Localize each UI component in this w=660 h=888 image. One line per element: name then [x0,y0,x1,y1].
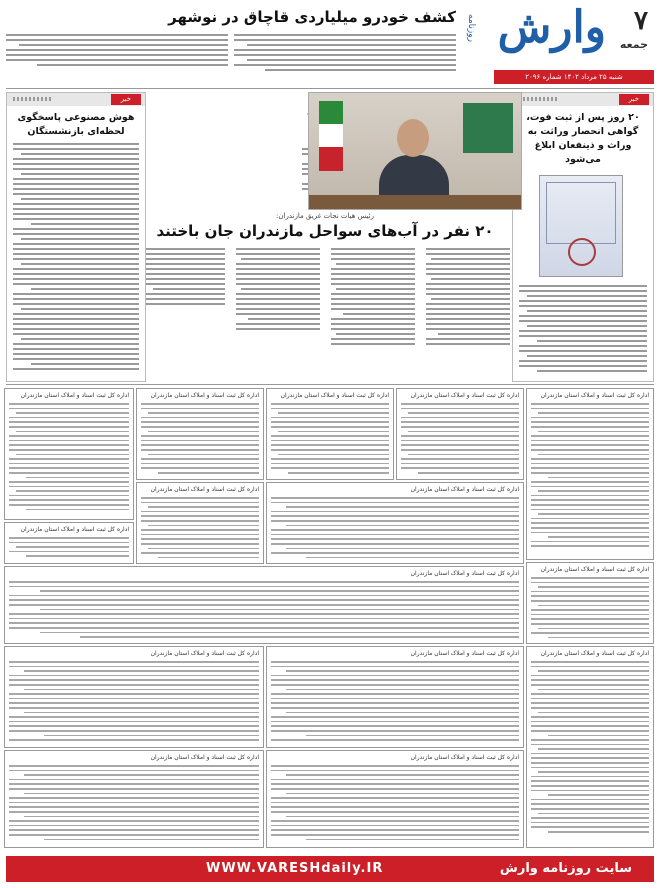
notice-title: اداره کل ثبت اسناد و املاک استان مازندران [410,650,519,657]
seal-icon [568,238,596,266]
notice-box [136,388,264,480]
section-bar [513,93,653,106]
notice-title: اداره کل ثبت اسناد و املاک استان مازندران [280,392,389,399]
news-body [13,143,139,375]
notice-title: اداره کل ثبت اسناد و املاک استان مازندران [410,570,519,577]
notice-box [266,482,524,564]
site-url-link[interactable]: WWW.VARESHdaily.IR [206,861,384,876]
official-photo [308,92,522,210]
news-box-ai [6,92,146,382]
notice-box [266,646,524,748]
divider [6,88,654,89]
footer-label: سایت روزنامه وارش [499,861,632,876]
notice-title: اداره کل ثبت اسناد و املاک استان مازندران [410,754,519,761]
issue-meta: شنبه ۲۵ مرداد ۱۴۰۲ شماره ۲۰۹۶ [494,70,654,84]
notice-title: اداره کل ثبت اسناد و املاک استان مازندران [150,650,259,657]
lead-headline: کشف خودرو میلیاردی قاچاق در نوشهر [168,8,456,26]
notice-box [136,482,264,564]
notice-box [396,388,524,480]
notice-box [526,562,654,644]
news-title: ۲۰ روز پس از ثبت فوت، گواهی انحصار وراثت به وراث و ذینفعان ابلاغ می‌شود [526,112,640,165]
logo-small-text: روزنامه [466,14,476,42]
notice-box [4,522,134,564]
news-box-inheritance [512,92,654,382]
notice-box [4,388,134,520]
masthead [6,4,654,84]
section-tag: خبر [111,94,141,105]
notice-title: اداره کل ثبت اسناد و املاک استان مازندران [150,486,259,493]
notice-title: اداره کل ثبت اسناد و املاک استان مازندران [540,650,649,657]
notice-box [266,388,394,480]
logo-text: وارش [497,2,606,53]
lead-column [234,34,456,84]
notice-box [4,566,524,644]
notice-title: اداره کل ثبت اسناد و املاک استان مازندران [20,392,129,399]
notice-title: اداره کل ثبت اسناد و املاک استان مازندران [540,566,649,573]
notice-box [526,646,654,848]
lead-column [6,34,228,84]
lead-body [6,34,456,84]
story-column [331,248,415,360]
page-number: ۷ [634,6,648,36]
story-column [426,248,510,360]
notice-title: اداره کل ثبت اسناد و املاک استان مازندران [20,526,129,533]
notice-title: اداره کل ثبت اسناد و املاک استان مازندران [150,392,259,399]
notice-box [526,388,654,560]
lead-story [6,4,456,84]
drowning-headline: ۲۰ نفر در آب‌های سواحل مازندران جان باختند [156,222,494,240]
section-tag: خبر [619,94,649,105]
news-title: هوش مصنوعی پاسخگوی لحظه‌ای بازنشستگان [17,112,135,137]
notice-title: اداره کل ثبت اسناد و املاک استان مازندران [540,392,649,399]
masthead-brand [459,4,654,84]
story-column [236,248,320,360]
story-column [141,248,225,360]
certificate-image [539,175,623,277]
news-body [519,285,647,375]
notice-title: اداره کل ثبت اسناد و املاک استان مازندران [410,392,519,399]
flag-icon [319,101,343,171]
notice-box [266,750,524,848]
notice-title: اداره کل ثبت اسناد و املاک استان مازندران [410,486,519,493]
footer-bar [6,856,654,882]
drowning-subhead: رئیس هیات نجات غریق مازندران: [276,212,374,220]
notice-title: اداره کل ثبت اسناد و املاک استان مازندران [150,754,259,761]
divider [6,384,654,385]
weekday-label: جمعه [619,38,648,51]
notice-box [4,750,264,848]
section-bar [7,93,145,106]
notice-box [4,646,264,748]
newspaper-logo [466,4,606,68]
drowning-body [140,248,510,360]
legal-notices [6,388,654,846]
